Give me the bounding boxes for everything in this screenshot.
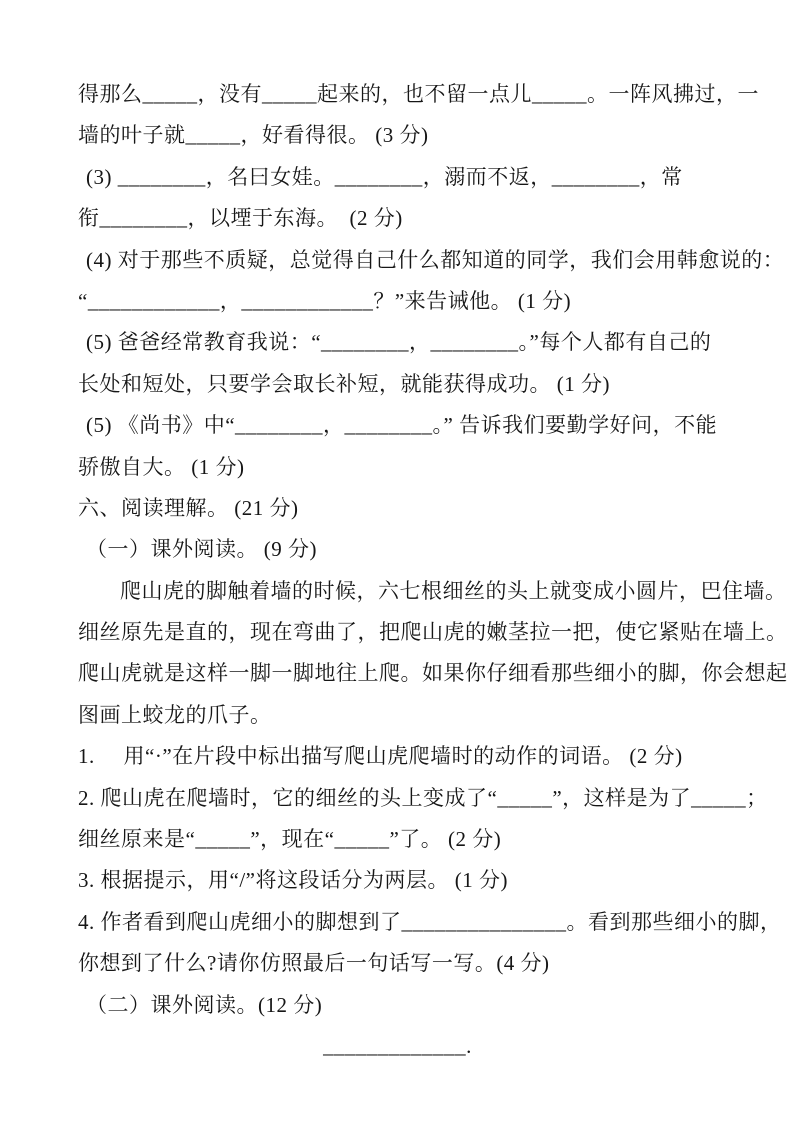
answer-blank-line: _____________. [323,1033,472,1058]
question-2-line: 2. 爬山虎在爬墙时，它的细丝的头上变成了“_____”，这样是为了_____； [78,785,768,810]
body-text-line: 你想到了什么?请你仿照最后一句话写一写。(4 分) [78,951,550,976]
question-5b-line: (5) 《尚书》中“________，________。” 告诉我们要勤学好问，不能 [86,413,718,438]
question-4-line: (4) 对于那些不质疑，总觉得自己什么都知道的同学，我们会用韩愈说的： [86,247,785,272]
section-heading: 六、阅读理解。 (21 分) [78,495,299,520]
passage-line: 细丝原先是直的，现在弯曲了，把爬山虎的嫩茎拉一把，使它紧贴在墙上。 [78,620,788,645]
body-text-line: 长处和短处，只要学会取长补短，就能获得成功。 (1 分) [78,371,610,396]
document-body [78,74,788,1067]
fill-blank-line: 得那么_____，没有_____起来的，也不留一点儿_____。一阵风拂过，一 [78,82,759,106]
passage-line: 爬山虎的脚触着墙的时候，六七根细丝的头上就变成小圆片，巴住墙。 [120,578,787,603]
question-1-line: 1. 用“·”在片段中标出描写爬山虎爬墙时的动作的词语。 (2 分) [78,744,683,769]
question-4b-line: 4. 作者看到爬山虎细小的脚想到了_______________。看到那些细小的脚， [78,909,782,934]
passage-line: 图画上蛟龙的爪子。 [78,702,272,727]
fill-blank-line: 衔________，以堙于东海。 (2 分) [78,206,403,231]
body-text-line: 骄傲自大。 (1 分) [78,454,245,479]
passage-line: 爬山虎就是这样一脚一脚地往上爬。如果你仔细看那些细小的脚，你会想起 [78,661,788,686]
subsection-heading: （二）课外阅读。(12 分) [86,992,323,1017]
fill-blank-line: 墙的叶子就_____，好看得很。 (3 分) [78,123,429,148]
subsection-heading: （一）课外阅读。 (9 分) [86,537,317,562]
fill-blank-line: 细丝原来是“_____”，现在“_____”了。 (2 分) [78,827,502,852]
question-3-line: (3) ________，名曰女娃。________，溺而不返，________，常 [86,164,683,189]
question-3b-line: 3. 根据提示，用“/”将这段话分为两层。 (1 分) [78,868,508,893]
fill-blank-line: “____________，____________？”来告诫他。 (1 分) [78,288,572,313]
question-5-line: (5) 爸爸经常教育我说：“________，________。”每个人都有自己的 [86,330,712,355]
